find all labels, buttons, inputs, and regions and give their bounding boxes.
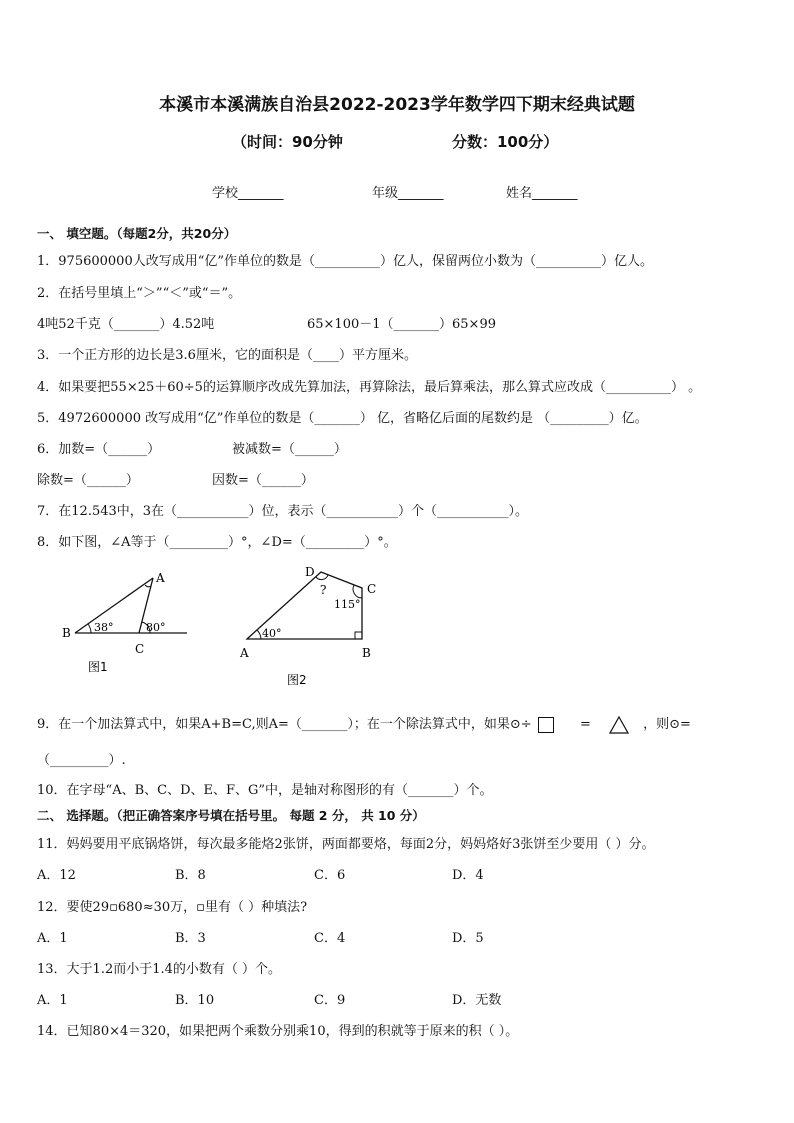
question-2a: 4吨52千克（_______）4.52吨 xyxy=(37,317,215,332)
question-6b: 被减数=（______） xyxy=(232,442,347,457)
question-7: 7．在12.543中，3在（___________）位，表示（___________）个（___________）。 xyxy=(37,504,529,519)
fig1-angle-b: 38° xyxy=(94,621,114,634)
question-10: 10．在字母“A、B、C、D、E、F、G”中，是轴对称图形的有（_______）个。 xyxy=(37,783,493,798)
fig1-arc-a xyxy=(145,585,151,587)
fig1-label-a: A xyxy=(156,571,165,585)
question-14: 14．已知80×4＝320，如果把两个乘数分别乘10，得到的积就等于原来的积（ ）。 xyxy=(37,1024,519,1039)
question-9 xyxy=(37,713,691,734)
question-2b: 65×100－1（_______）65×99 xyxy=(307,317,496,332)
q13-option-d[interactable]: D．无数 xyxy=(452,993,502,1008)
fig2-right-angle xyxy=(355,632,362,639)
question-5: 5．4972600000 改写成用“亿”作单位的数是（_______） 亿，省略亿后面的尾数约是 （_________）亿。 xyxy=(37,411,648,426)
question-8: 8．如下图，∠A等于（_________）°，∠D=（_________）°。 xyxy=(37,535,397,550)
exam-title: 本溪市本溪满族自治县2022-2023学年数学四下期末经典试题 xyxy=(159,95,635,115)
time-limit: （时间：90分钟 xyxy=(232,133,343,151)
q12-option-a[interactable]: A．1 xyxy=(37,931,68,946)
question-2: 2．在括号里填上“＞”“＜”或“＝”。 xyxy=(37,286,242,301)
question-1: 1．975600000人改写成用“亿”作单位的数是（__________）亿人，保留两位小数为（__________）亿人。 xyxy=(37,254,654,269)
fig2-label-d: D xyxy=(305,565,315,579)
fig2-label-b: B xyxy=(362,646,371,660)
q11-option-d[interactable]: D．4 xyxy=(452,868,484,883)
fig2-label-c: C xyxy=(367,582,377,596)
question-4: 4．如果要把55×25＋60÷5的运算顺序改成先算加法，再算除法，最后算乘法，那么算式应改成（__________） 。 xyxy=(37,380,702,395)
name-field[interactable]: 姓名_______ xyxy=(506,186,578,201)
question-13: 13．大于1.2而小于1.4的小数有（ ）个。 xyxy=(37,962,282,977)
q11-option-c[interactable]: C．6 xyxy=(314,868,346,883)
question-3: 3．一个正方形的边长是3.6厘米，它的面积是（____）平方厘米。 xyxy=(37,348,417,363)
question-9-part1: 9．在一个加法算式中，如果A+B=C,则A=（_______）；在一个除法算式中，如果⊙÷ xyxy=(37,717,532,732)
fig2-label-a: A xyxy=(240,646,249,660)
fig1-arc-b xyxy=(88,624,91,633)
total-score: 分数：100分） xyxy=(452,133,559,151)
fig1-label-c: C xyxy=(135,642,145,656)
q11-option-a[interactable]: A．12 xyxy=(37,868,76,883)
square-shape-icon xyxy=(538,717,554,733)
fig1-caption: 图1 xyxy=(88,660,108,674)
q13-option-a[interactable]: A．1 xyxy=(37,993,68,1008)
q11-option-b[interactable]: B．8 xyxy=(175,868,206,883)
q12-option-d[interactable]: D．5 xyxy=(452,931,484,946)
fig2-caption: 图2 xyxy=(287,673,307,687)
question-9-part2: ，则⊙= xyxy=(643,717,691,732)
section-fill-blank-title: 一、 填空题。（每题2分，共20分） xyxy=(37,226,237,241)
question-6d: 因数=（______） xyxy=(212,473,314,488)
triangle-shape-icon xyxy=(609,716,629,734)
section-choice-title: 二、 选择题。（把正确答案序号填在括号里。 每题 2 分， 共 10 分） xyxy=(37,808,425,823)
grade-field[interactable]: 年级_______ xyxy=(372,186,444,201)
question-6c: 除数=（______） xyxy=(37,473,139,488)
q12-option-b[interactable]: B．3 xyxy=(175,931,206,946)
school-field[interactable]: 学校_______ xyxy=(212,186,284,201)
fig2-angle-d: ? xyxy=(320,583,327,597)
fig2-angle-a: 40° xyxy=(262,627,282,640)
figure-1 xyxy=(55,565,200,680)
question-11: 11．妈妈要用平底锅烙饼，每次最多能烙2张饼，两面都要烙，每面2分，妈妈烙好3张饼至少要用（ ）分。 xyxy=(37,837,655,852)
fig2-angle-c: 115° xyxy=(334,598,361,611)
fig1-label-b: B xyxy=(62,626,71,640)
question-9-answer: （_________）. xyxy=(37,753,126,768)
question-12: 12．要使29▫680≈30万，▫里有（ ）种填法? xyxy=(37,900,308,915)
question-6a: 6．加数=（______） xyxy=(37,442,161,457)
q12-option-c[interactable]: C．4 xyxy=(314,931,346,946)
figure-2 xyxy=(235,560,395,690)
question-9-equals: = xyxy=(579,717,591,732)
fig1-angle-c: 80° xyxy=(146,621,166,634)
q13-option-c[interactable]: C．9 xyxy=(314,993,346,1008)
fig2-arc-a xyxy=(257,630,261,639)
q13-option-b[interactable]: B．10 xyxy=(175,993,215,1008)
